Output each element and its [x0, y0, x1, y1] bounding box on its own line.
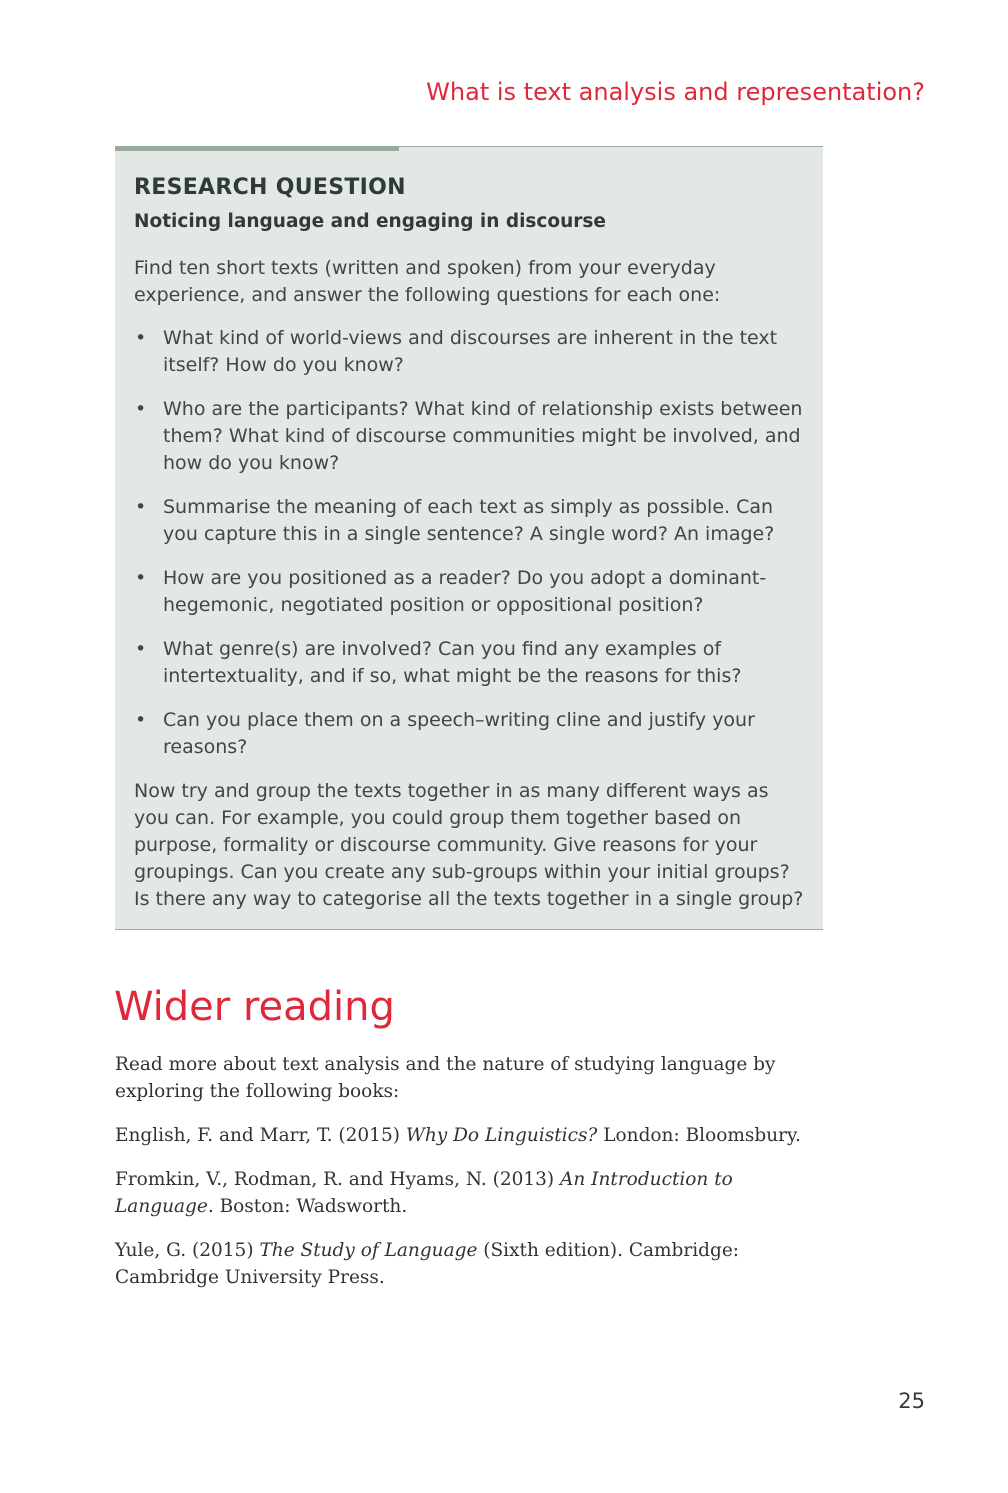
list-item-text: How are you positioned as a reader? Do you adopt a dominant-hegemonic, negotiated position or oppositional position? [163, 567, 767, 616]
box-accent-rule [115, 146, 399, 151]
page-number: 25 [898, 1389, 925, 1413]
list-item [134, 494, 806, 548]
research-question-heading: RESEARCH QUESTION [134, 175, 406, 200]
bullet: • [135, 327, 147, 349]
research-question-subheading: Noticing language and engaging in discourse [134, 211, 606, 232]
reference-text: Fromkin, V., Rodman, R. and Hyams, N. (2013) [115, 1169, 561, 1190]
research-question-outro: Now try and group the texts together in as many different ways as you can. For example, you could group them together based on purpose, formality or discourse community. Give reasons for your groupings. Can you create any sub-groups within your initial groups? Is there any way to categorise all the texts together in a single group? [134, 780, 804, 910]
list-item-text: What kind of world-views and discourses are inherent in the text itself? How do you know? [163, 327, 778, 376]
list-item [134, 396, 806, 477]
reference-text: . Boston: Wadsworth. [207, 1196, 408, 1217]
wider-reading-intro: Read more about text analysis and the nature of studying language by exploring the following books: [115, 1054, 776, 1102]
bullet: • [135, 567, 147, 589]
list-item [134, 707, 806, 761]
reference-text: English, F. and Marr, T. (2015) [115, 1125, 406, 1146]
list-item [134, 636, 806, 690]
question-list [134, 325, 806, 761]
reference-entry [115, 1237, 835, 1291]
list-item [134, 565, 806, 619]
research-question-content [134, 173, 806, 913]
bullet: • [135, 398, 147, 420]
research-question-intro: Find ten short texts (written and spoken) from your everyday experience, and answer the following questions for each one: [134, 257, 721, 306]
bullet: • [135, 496, 147, 518]
list-item-text: Can you place them on a speech–writing cline and justify your reasons? [163, 709, 755, 758]
reference-title: The Study of Language [259, 1240, 478, 1261]
reference-title: An Introduction to Language [115, 1169, 733, 1217]
reference-entry [115, 1122, 835, 1149]
reference-title: Why Do Linguistics? [405, 1125, 598, 1146]
research-question-box [115, 146, 823, 930]
wider-reading-body [115, 1051, 835, 1308]
list-item-text: Who are the participants? What kind of relationship exists between them? What kind of discourse communities might be involved, and how do you know? [163, 398, 803, 474]
bullet: • [135, 638, 147, 660]
bullet: • [135, 709, 147, 731]
reference-text: London: Bloomsbury. [597, 1125, 801, 1146]
wider-reading-heading: Wider reading [114, 984, 395, 1030]
reference-entry [115, 1166, 835, 1220]
list-item [134, 325, 806, 379]
reference-text: (Sixth edition). Cambridge: Cambridge University Press. [115, 1240, 740, 1288]
reference-text: Yule, G. (2015) [115, 1240, 260, 1261]
running-head: What is text analysis and representation? [426, 78, 925, 106]
list-item-text: Summarise the meaning of each text as simply as possible. Can you capture this in a single sentence? A single word? An image? [163, 496, 775, 545]
list-item-text: What genre(s) are involved? Can you find any examples of intertextuality, and if so, what might be the reasons for this? [163, 638, 742, 687]
